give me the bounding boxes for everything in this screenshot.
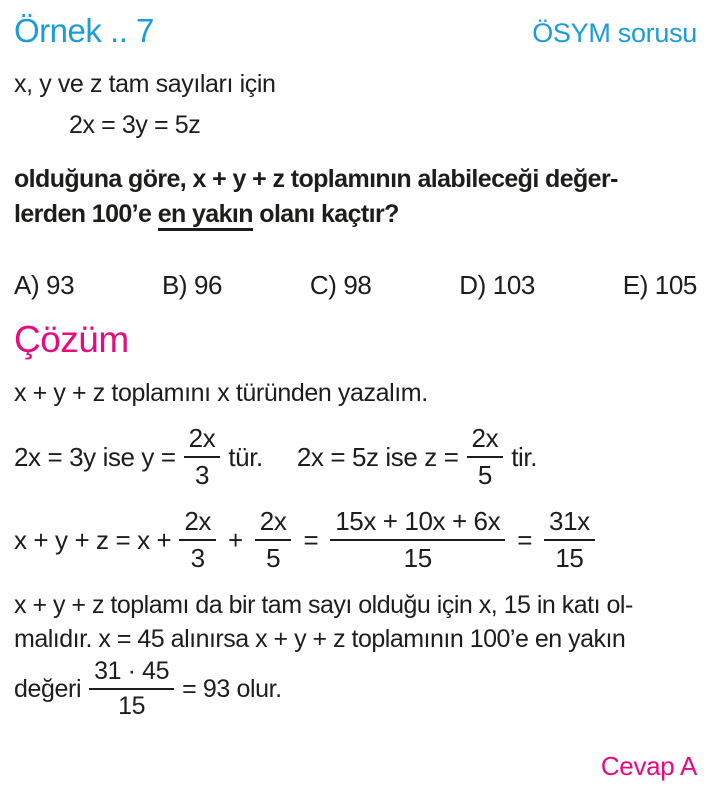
fraction (184, 424, 221, 489)
fraction (179, 507, 216, 572)
plus-operator: + (227, 524, 243, 555)
answer-label: Cevap A (600, 751, 697, 781)
equals-operator: = (303, 524, 319, 555)
exam-source-label: ÖSYM sorusu (532, 18, 697, 48)
choice-label: A) (14, 270, 40, 300)
question-stem-line2 (14, 197, 697, 232)
question-stem (14, 162, 697, 232)
question-stem-line1: olduğuna göre, x + y + z toplamının alabileceği değer- (14, 165, 618, 193)
fraction-denominator: 15 (555, 543, 584, 573)
fraction (89, 658, 174, 721)
underlined-phrase: en yakın (158, 200, 253, 231)
final-text-2: = 93 olur. (182, 674, 282, 703)
solution-step-2 (14, 500, 697, 580)
solution-paragraph-line2: malıdır. x = 45 alınırsa x + y + z toplamının 100’e en yakın (14, 625, 626, 653)
choice-label: B) (161, 270, 188, 300)
choice-value: 98 (343, 270, 372, 300)
step1-text-2: tür. (228, 441, 263, 472)
step1-text-3: 2x = 5z ise z = (296, 441, 459, 472)
choice-a (14, 270, 74, 301)
step1-text-4: tir. (511, 441, 538, 472)
solution-paragraph-line1: x + y + z toplamı da bir tam sayı olduğu için x, 15 in katı ol- (14, 591, 633, 619)
solution-step-1 (14, 418, 697, 496)
choice-e (623, 270, 697, 301)
solution-intro: x + y + z toplamını x türünden yazalım. (14, 379, 428, 407)
choice-c (310, 270, 372, 301)
fraction-denominator: 15 (403, 543, 432, 573)
choice-b (162, 270, 222, 301)
solution-paragraph (14, 588, 697, 656)
fraction (467, 424, 504, 489)
choice-label: E) (622, 270, 648, 300)
fraction-denominator: 5 (266, 543, 281, 573)
choice-value: 93 (46, 270, 75, 300)
fraction-numerator: 31x (544, 507, 595, 541)
given-equation: 2x = 3y = 5z (69, 111, 201, 139)
final-text-1: değeri (14, 674, 82, 703)
fraction-numerator: 2x (179, 507, 216, 541)
equals-operator: = (517, 524, 533, 555)
solution-heading: Çözüm (14, 319, 129, 360)
page-header (14, 12, 697, 50)
choice-label: D) (459, 270, 486, 300)
choice-value: 105 (654, 270, 697, 300)
fraction-numerator: 2x (467, 424, 504, 458)
fraction-numerator: 31 · 45 (89, 658, 174, 691)
solution-final-line (14, 656, 697, 722)
fraction-numerator: 2x (255, 507, 292, 541)
fraction-denominator: 5 (477, 460, 492, 490)
stem-line2-after: olanı kaçtır? (252, 200, 399, 228)
question-intro: x, y ve z tam sayıları için (14, 70, 276, 98)
fraction (255, 507, 292, 572)
example-title: Örnek .. 7 (14, 12, 154, 49)
choice-value: 103 (492, 270, 535, 300)
stem-line2-before: lerden 100’e (14, 200, 158, 228)
fraction-numerator: 2x (184, 424, 221, 458)
choice-value: 96 (193, 270, 223, 300)
fraction (330, 507, 505, 572)
choice-d (459, 270, 535, 301)
fraction-denominator: 3 (194, 460, 210, 490)
choice-label: C) (309, 270, 337, 300)
step2-text-1: x + y + z = x + (14, 524, 172, 555)
fraction (544, 507, 595, 572)
step1-text-1: 2x = 3y ise y = (14, 441, 176, 472)
answer-choices (14, 270, 697, 301)
fraction-denominator: 3 (190, 543, 205, 573)
fraction-numerator: 15x + 10x + 6x (330, 507, 505, 541)
fraction-denominator: 15 (118, 692, 146, 720)
